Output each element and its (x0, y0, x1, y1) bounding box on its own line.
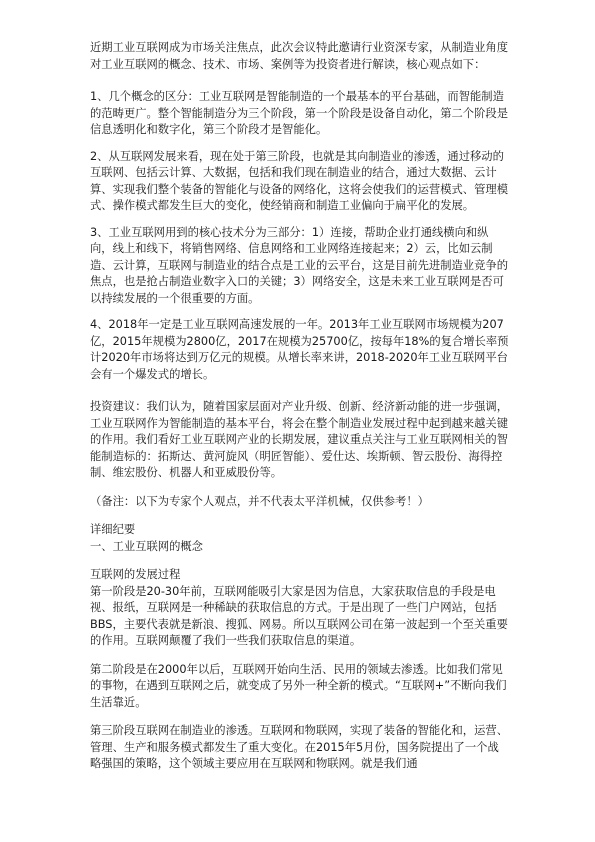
point-2: 2、从互联网发展来看，现在处于第三阶段，也就是其向制造业的渗透，通过移动的互联网、包括云计算、大数据，包括和我们现在制造业的结合，通过大数据、云计算、实现我们整个装备的智能化与设备的网络化，这将会使我们的运营模式、管理模式、操作模式都发生巨大的变化，使经销商和制造工业偏向于扁平化的发展。 (90, 149, 508, 212)
point-3: 3、工业互联网用到的核心技术分为三部分：1）连接，帮助企业打通线横向和纵向，线上和线下，将销售网络、信息网络和工业网络连接起来；2）云，比如云制造、云计算，互联网与制造业的结合点是工业的云平台，这是目前先进制造业竞争的焦点，也是抢占制造业数字入口的关键；3）网络安全，这是未来工业互联网是否可以持续发展的一个很重要的方面。 (90, 225, 508, 305)
investment-advice: 投资建议：我们认为，随着国家层面对产业升级、创新、经济新动能的进一步强调，工业互联网作为智能制造的基本平台，将会在整个制造业发展过程中起到越来越关键的作用。我们看好工业互联网产业的长期发展，建议重点关注与工业互联网相关的智能制造标的：拓斯达、黄河旋风（明匠智能）、爱仕达、埃斯顿、智云股份、海得控制、维宏股份、机器人和亚威股份等。 (90, 400, 508, 479)
document-page (90, 40, 510, 773)
subsection-title: 互联网的发展过程 (90, 568, 181, 581)
point-1: 1、几个概念的区分：工业互联网是智能制造的一个最基本的平台基础，而智能制造的范畴更广。整个智能制造分为三个阶段，第一个阶段是设备自动化，第二个阶段是信息透明化和数字化，第三个阶段才是智能化。 (90, 90, 508, 136)
section-1-title: 一、工业互联网的概念 (90, 539, 203, 553)
point-4: 4、2018年一定是工业互联网高速发展的一年。2013年工业互联网市场规模为207亿，2015年规模为2800亿，2017在规模为25700亿，按每年18%的复合增长率预计2020年市场将达到万亿元的规模。从增长率来讲，2018-2020年工业互联网平台会有一个爆发式的增长。 (90, 318, 509, 381)
disclaimer-note: （备注：以下为专家个人观点，并不代表太平洋机械，仅供参考！） (90, 494, 429, 508)
stage-1-paragraph: 第一阶段是20-30年前，互联网能吸引大家是因为信息，大家获取信息的手段是电视、报纸，互联网是一种稀缺的获取信息的方式。于是出现了一些门户网站，包括BBS，主要代表就是新浪、搜狐、网易。所以互联网公司在第一波起到一个至关重要的作用。互联网颠覆了我们一些我们获取信息的渠道。 (90, 584, 508, 647)
stage-2-paragraph: 第二阶段是在2000年以后，互联网开始向生活、民用的领域去渗透。比如我们常见的事物，在遇到互联网之后，就变成了另外一种全新的模式。“互联网+”不断向我们生活靠近。 (90, 662, 507, 709)
minutes-title: 详细纪要 (90, 523, 136, 536)
intro-paragraph: 近期工业互联网成为市场关注焦点，此次会议特此邀请行业资深专家，从制造业角度对工业互联网的概念、技术、市场、案例等为投资者进行解读，核心观点如下： (90, 41, 508, 71)
stage-3-paragraph: 第三阶段互联网在制造业的渗透。互联网和物联网，实现了装备的智能化和，运营、管理、生产和服务模式都发生了重大变化。在2015年5月份，国务院提出了一个战略强国的策略，这个领域主要应用在互联网和物联网。就是我们通 (90, 724, 508, 770)
